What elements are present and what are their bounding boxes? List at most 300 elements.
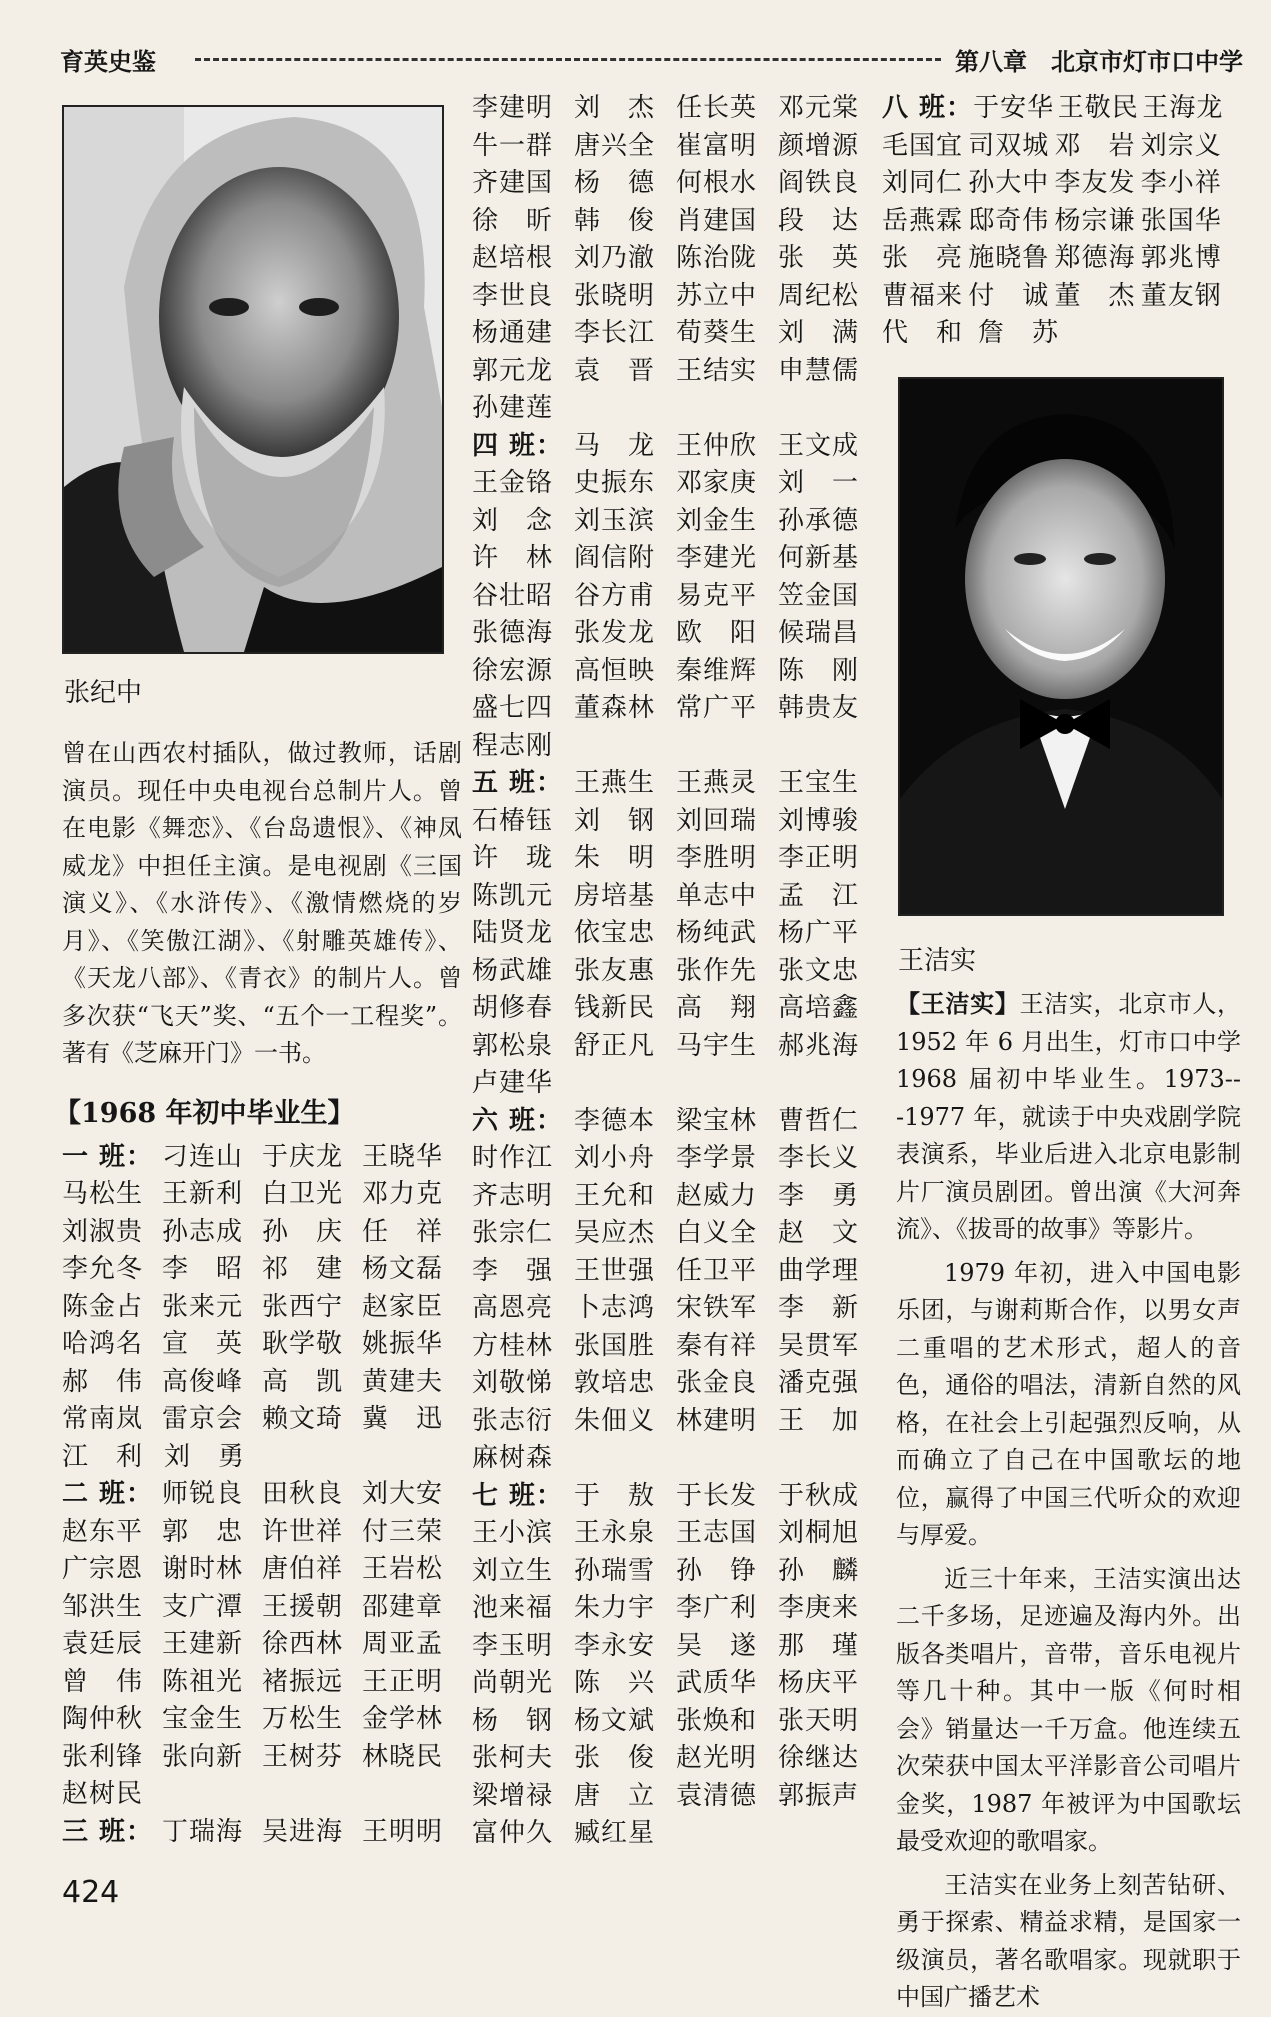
student-name: 王仲欣: [676, 430, 758, 461]
name-row: [62, 1401, 462, 1439]
student-name: 姚振华: [362, 1329, 444, 1359]
student-name: 毛国宜: [882, 130, 964, 161]
name-row: [472, 90, 882, 128]
student-name: 陈祖光: [162, 1666, 244, 1697]
name-row: [472, 1628, 882, 1666]
student-name: 董森林: [574, 693, 656, 723]
name-row: [472, 1403, 882, 1441]
student-name: 林建明: [676, 1405, 758, 1436]
name-row: [472, 840, 882, 878]
portrait-zhang-image: [64, 107, 442, 652]
student-name: 丁瑞海: [162, 1816, 244, 1847]
student-name: 李玉明: [472, 1630, 554, 1661]
student-name: 张国华: [1140, 205, 1222, 236]
name-row: [882, 165, 1227, 203]
portrait-wang-image: [900, 379, 1222, 914]
student-name: 马 龙: [574, 430, 656, 461]
student-name: 刘同仁: [882, 168, 964, 198]
student-name: 曹哲仁: [778, 1105, 860, 1136]
student-name: 依宝忠: [574, 918, 656, 948]
student-name: 孙承德: [778, 505, 860, 536]
name-row: [472, 578, 882, 616]
name-row: [882, 278, 1227, 316]
student-name: 谷方甫: [574, 580, 656, 611]
student-name: 田秋良: [262, 1479, 344, 1509]
student-name: 陆贤龙: [472, 918, 554, 948]
name-row: [62, 1626, 462, 1664]
name-row: [472, 653, 882, 691]
student-name: 高俊峰: [162, 1366, 244, 1397]
name-row: [62, 1326, 462, 1364]
student-name: 何根水: [676, 168, 758, 198]
student-name: 王结实: [676, 355, 758, 386]
name-row: [472, 1253, 882, 1291]
student-name: 王明明: [362, 1816, 444, 1847]
student-name: 马宇生: [676, 1030, 758, 1061]
student-name: 笠金国: [778, 580, 860, 611]
student-name: 孙志成: [162, 1216, 244, 1247]
student-name: 刘 钢: [574, 805, 656, 836]
student-name: 施晓鲁: [968, 243, 1050, 273]
name-row: [472, 353, 882, 391]
student-name: 刘 杰: [574, 93, 656, 123]
student-name: 赵东平: [62, 1516, 144, 1547]
student-name: 邹洪生: [62, 1591, 144, 1622]
student-name: 刘 念: [472, 505, 554, 536]
student-name: 李学景: [676, 1143, 758, 1173]
student-name: 孙大中: [968, 168, 1050, 198]
student-name: 王永泉: [574, 1518, 656, 1548]
name-row: [472, 1703, 882, 1741]
student-name: 唐伯祥: [262, 1554, 344, 1584]
student-name: 杨宗谦: [1054, 205, 1136, 236]
student-name: 杨纯武: [676, 918, 758, 948]
student-name: 岳燕霖: [882, 205, 964, 236]
student-name: 徐西林: [262, 1629, 344, 1659]
student-name: 高 凯: [262, 1366, 344, 1397]
name-row: [472, 803, 882, 841]
student-name: 周纪松: [778, 280, 860, 311]
student-name: 王岩松: [362, 1554, 444, 1584]
student-name: 王宝生: [778, 768, 860, 798]
name-row: [472, 728, 882, 766]
student-name: 颜增源: [778, 130, 860, 161]
wang-bio-paragraph-2: 1979 年初，进入中国电影乐团，与谢莉斯合作，以男女声二重唱的艺术形式，超人的音色，通俗的唱法，清新自然的风格，在社会上引起强烈反响，从而确立了自己在中国歌坛的地位，赢得了中国三代听众的欢迎与厚爱。: [896, 1258, 1241, 1549]
name-row: [62, 1176, 462, 1214]
name-row: [62, 1514, 462, 1552]
student-name: 于 敖: [574, 1480, 656, 1511]
student-name: 郑德海: [1054, 243, 1136, 273]
name-row: [882, 315, 1227, 353]
student-name: 牛一群: [472, 130, 554, 161]
student-name: 阎信附: [574, 543, 656, 573]
student-name: 王志国: [676, 1518, 758, 1548]
student-name: 郝兆海: [778, 1030, 860, 1061]
middle-column: [472, 90, 882, 1853]
name-row: [472, 1028, 882, 1066]
name-row: [62, 1476, 462, 1514]
name-row: [472, 953, 882, 991]
student-name: 袁廷辰: [62, 1629, 144, 1659]
name-row: [62, 1701, 462, 1739]
student-name: 唐兴全: [574, 130, 656, 161]
caption-wang: 王洁实: [898, 946, 977, 976]
student-name: 王晓华: [362, 1141, 444, 1172]
student-name: 邓元棠: [778, 93, 860, 123]
student-name: 齐建国: [472, 168, 554, 198]
name-row: [472, 1553, 882, 1591]
school-name: 北京市灯市口中学: [1051, 48, 1243, 76]
student-name: 臧红星: [574, 1818, 656, 1848]
student-name: 陈 刚: [778, 655, 860, 686]
name-row: [62, 1551, 462, 1589]
student-name: 王援朝: [262, 1591, 344, 1622]
student-name: 徐宏源: [472, 655, 554, 686]
right-name-list: [882, 90, 1227, 353]
student-name: 吴贯军: [778, 1330, 860, 1361]
student-name: 唐 立: [574, 1780, 656, 1811]
student-name: 石椿钰: [472, 805, 554, 836]
student-name: 麻树森: [472, 1443, 554, 1473]
student-name: 王建新: [162, 1629, 244, 1659]
student-name: 王燕灵: [676, 768, 758, 798]
wang-bio-p1: 王洁实，北京市人，1952 年 6 月出生，灯市口中学 1968 届初中毕业生。1973---1977 年，就读于中央戏剧学院表演系，毕业后进入北京电影制片厂演员剧团。曾出演《大河奔流》、《拔哥的故事》等影片。: [896, 990, 1242, 1243]
student-name: 卢建华: [472, 1068, 554, 1098]
student-name: 时作江: [472, 1143, 554, 1173]
student-name: 杨 德: [574, 168, 656, 198]
student-name: 刘玉滨: [574, 505, 656, 536]
student-name: 任卫平: [676, 1255, 758, 1286]
class-label: 二 班：: [62, 1479, 154, 1509]
name-row: [472, 128, 882, 166]
student-name: 杨通建: [472, 318, 554, 348]
student-name: 许世祥: [262, 1516, 344, 1547]
student-name: 郭振声: [778, 1780, 860, 1811]
name-row: [472, 615, 882, 653]
student-name: 刘桐旭: [778, 1518, 860, 1548]
name-row: [472, 1440, 882, 1478]
student-name: 刘 勇: [164, 1441, 246, 1472]
student-name: 欧 阳: [676, 618, 758, 648]
student-name: 常广平: [676, 693, 758, 723]
name-row: [472, 1328, 882, 1366]
student-name: 李 强: [472, 1255, 554, 1286]
student-name: 高培鑫: [778, 993, 860, 1023]
name-row: [472, 540, 882, 578]
student-name: 徐 昕: [472, 205, 554, 236]
name-row: [472, 1178, 882, 1216]
student-name: 杨武雄: [472, 955, 554, 986]
name-row: [472, 165, 882, 203]
student-name: 王文成: [778, 430, 860, 461]
student-name: 武质华: [676, 1668, 758, 1698]
name-row: [472, 1215, 882, 1253]
student-name: 杨文斌: [574, 1705, 656, 1736]
name-row: [472, 990, 882, 1028]
student-name: 赖文琦: [262, 1404, 344, 1434]
student-name: 卜志鸿: [574, 1293, 656, 1323]
student-name: 那 瑾: [778, 1630, 860, 1661]
student-name: 张 英: [778, 243, 860, 273]
student-name: 高恒映: [574, 655, 656, 686]
student-name: 李 新: [778, 1293, 860, 1323]
student-name: 吴进海: [262, 1816, 344, 1847]
student-name: 张向新: [162, 1741, 244, 1772]
page-number: 424: [62, 1875, 120, 1910]
student-name: 邸奇伟: [968, 205, 1050, 236]
student-name: 陈凯元: [472, 880, 554, 911]
student-name: 盛七四: [472, 693, 554, 723]
student-name: 李广利: [676, 1593, 758, 1623]
student-name: 孟 江: [778, 880, 860, 911]
name-row: [472, 1140, 882, 1178]
student-name: 梁增禄: [472, 1780, 554, 1811]
student-name: 张友惠: [574, 955, 656, 986]
student-name: 吴应杰: [574, 1218, 656, 1248]
student-name: 肖建国: [676, 205, 758, 236]
class-label: 四 班：: [472, 430, 564, 461]
student-name: 张 亮: [882, 243, 964, 273]
page-header: [0, 32, 1271, 88]
student-name: 朱 明: [574, 843, 656, 873]
student-name: 舒正凡: [574, 1030, 656, 1061]
student-name: 刘立生: [472, 1555, 554, 1586]
student-name: 祁 建: [262, 1254, 344, 1284]
student-name: 王海龙: [1142, 93, 1224, 123]
wang-bio-paragraph-4: 王洁实在业务上刻苦钻研、勇于探索、精益求精，是国家一级演员，著名歌唱家。现就职于中国广播艺术: [896, 1870, 1241, 2011]
name-row: [472, 1103, 882, 1141]
student-name: 朱佃义: [574, 1405, 656, 1436]
name-row: [472, 278, 882, 316]
student-name: 黄建夫: [362, 1366, 444, 1397]
name-row: [62, 1664, 462, 1702]
student-name: 王世强: [574, 1255, 656, 1286]
name-row: [472, 503, 882, 541]
student-name: 史振东: [574, 468, 656, 498]
student-name: 张柯夫: [472, 1743, 554, 1773]
student-name: 刘乃澈: [574, 243, 656, 273]
student-name: 赵树民: [62, 1779, 144, 1809]
student-name: 赵家臣: [362, 1291, 444, 1322]
student-name: 李德本: [574, 1105, 656, 1136]
student-name: 候瑞昌: [778, 618, 860, 648]
student-name: 梁宝林: [676, 1105, 758, 1136]
student-name: 刘回瑞: [676, 805, 758, 836]
student-name: 万松生: [262, 1704, 344, 1734]
student-name: 董友钢: [1140, 280, 1222, 311]
student-name: 王燕生: [574, 768, 656, 798]
student-name: 杨广平: [778, 918, 860, 948]
name-row: [472, 1515, 882, 1553]
student-name: 苏立中: [676, 280, 758, 311]
student-name: 邓 岩: [1054, 130, 1136, 161]
zhang-biography: 曾在山西农村插队，做过教师，话剧演员。现任中央电视台总制片人。曾在电影《舞恋》、《台岛遗恨》、《神凤威龙》中担任主演。是电视剧《三国演义》、《水浒传》、《激情燃烧的岁月》、《笑傲江湖》、《射雕英雄传》、《天龙八部》、《青衣》的制片人。曾多次获“飞天”奖、“五个一工程奖”。著有《芝麻开门》一书。: [62, 739, 462, 1067]
student-name: 何新基: [778, 543, 860, 573]
student-name: 邓家庚: [676, 468, 758, 498]
name-row: [62, 1364, 462, 1402]
student-name: 陶仲秋: [62, 1704, 144, 1734]
middle-name-list: [472, 90, 882, 1853]
student-name: 张 俊: [574, 1743, 656, 1773]
name-row: [472, 390, 882, 428]
student-name: 宣 英: [162, 1329, 244, 1359]
left-name-list: [62, 1139, 462, 1852]
student-name: 李小祥: [1140, 168, 1222, 198]
name-row: [62, 1739, 462, 1777]
student-name: 张文忠: [778, 955, 860, 986]
name-row: [472, 240, 882, 278]
student-name: 刘 满: [778, 318, 860, 348]
student-name: 张天明: [778, 1705, 860, 1736]
student-name: 刘敬悌: [472, 1368, 554, 1398]
student-name: 李友发: [1054, 168, 1136, 198]
class-label: 三 班：: [62, 1816, 154, 1847]
student-name: 李 勇: [778, 1180, 860, 1211]
wang-bio-paragraph-3: 近三十年来，王洁实演出达二千多场，足迹遍及海内外。出版各类唱片，音带，音乐电视片等几十种。其中一版《何时相会》销量达一千万盒。他连续五次荣获中国太平洋影音公司唱片金奖，1987 年被评为中国歌坛最受欢迎的歌唱家。: [896, 1564, 1241, 1855]
student-name: 王敬民: [1057, 93, 1139, 123]
name-row: [472, 1665, 882, 1703]
class-label: 七 班：: [472, 1480, 564, 1511]
student-name: 韩贵友: [778, 693, 860, 723]
student-name: 易克平: [676, 580, 758, 611]
left-column: [54, 735, 462, 1851]
student-name: 耿学敬: [262, 1329, 344, 1359]
student-name: 张晓明: [574, 280, 656, 311]
student-name: 杨庆平: [778, 1668, 860, 1698]
name-row: [472, 1478, 882, 1516]
student-name: 刘 一: [778, 468, 860, 498]
student-name: 袁 晋: [574, 355, 656, 386]
student-name: 于长发: [676, 1480, 758, 1511]
student-name: 郭松泉: [472, 1030, 554, 1061]
name-row: [472, 428, 882, 466]
student-name: 潘克强: [778, 1368, 860, 1398]
student-name: 谷壮昭: [472, 580, 554, 611]
student-name: 李允冬: [62, 1254, 144, 1284]
student-name: 房培基: [574, 880, 656, 911]
student-name: 江 利: [62, 1441, 144, 1472]
name-row: [472, 878, 882, 916]
student-name: 富仲久: [472, 1818, 554, 1848]
book-title: 育英史鉴: [60, 48, 156, 76]
student-name: 池来福: [472, 1593, 554, 1623]
student-name: 白义全: [676, 1218, 758, 1248]
class-label: 六 班：: [472, 1105, 564, 1136]
student-name: 王正明: [362, 1666, 444, 1697]
student-name: 郭元龙: [472, 355, 554, 386]
student-name: 杨 钢: [472, 1705, 554, 1736]
student-name: 袁清德: [676, 1780, 758, 1811]
student-name: 申慧儒: [778, 355, 860, 386]
student-name: 曹福来: [882, 280, 964, 311]
student-name: 任 祥: [362, 1216, 444, 1247]
student-name: 詹 苏: [978, 318, 1060, 348]
student-name: 李庚来: [778, 1593, 860, 1623]
student-name: 敦培忠: [574, 1368, 656, 1398]
student-name: 谢时林: [162, 1554, 244, 1584]
name-row: [62, 1776, 462, 1814]
header-rule: [195, 58, 941, 61]
student-name: 张来元: [162, 1291, 244, 1322]
student-name: 张志衍: [472, 1405, 554, 1436]
student-name: 陈金占: [62, 1291, 144, 1322]
student-name: 崔富明: [676, 130, 758, 161]
student-name: 徐继达: [778, 1743, 860, 1773]
student-name: 张德海: [472, 618, 554, 648]
name-row: [472, 1065, 882, 1103]
name-row: [472, 690, 882, 728]
wang-bio-heading: 【王洁实】: [896, 989, 1020, 1018]
student-name: 支广潭: [162, 1591, 244, 1622]
name-row: [472, 1815, 882, 1853]
student-name: 褚振远: [262, 1666, 344, 1697]
student-name: 董 杰: [1054, 280, 1136, 311]
caption-zhang: 张纪中: [64, 678, 143, 708]
student-name: 王允和: [574, 1180, 656, 1211]
student-name: 孙 铮: [676, 1555, 758, 1586]
student-name: 王金铬: [472, 468, 554, 498]
name-row: [472, 1365, 882, 1403]
student-name: 许 林: [472, 543, 554, 573]
student-name: 师锐良: [162, 1479, 244, 1509]
student-name: 付 诚: [968, 280, 1050, 311]
student-name: 张金良: [676, 1368, 758, 1398]
student-name: 赵威力: [676, 1180, 758, 1211]
student-name: 刘金生: [676, 505, 758, 536]
student-name: 周亚孟: [362, 1629, 444, 1659]
student-name: 孙建莲: [472, 393, 554, 423]
name-row: [62, 1139, 462, 1177]
student-name: 任长英: [676, 93, 758, 123]
student-name: 许 珑: [472, 843, 554, 873]
student-name: 雷京会: [162, 1404, 244, 1434]
student-name: 李 昭: [162, 1254, 244, 1284]
name-row: [472, 1290, 882, 1328]
student-name: 邓力克: [362, 1179, 444, 1209]
student-name: 常南岚: [62, 1404, 144, 1434]
student-name: 高 翔: [676, 993, 758, 1023]
student-name: 李长江: [574, 318, 656, 348]
student-name: 钱新民: [574, 993, 656, 1023]
student-name: 郭 忠: [162, 1516, 244, 1547]
student-name: 张焕和: [676, 1705, 758, 1736]
student-name: 韩 俊: [574, 205, 656, 236]
name-row: [62, 1251, 462, 1289]
student-name: 秦有祥: [676, 1330, 758, 1361]
student-name: 孙瑞雪: [574, 1555, 656, 1586]
student-name: 李建光: [676, 543, 758, 573]
student-name: 付三荣: [362, 1516, 444, 1547]
name-row: [472, 465, 882, 503]
student-name: 孙 麟: [778, 1555, 860, 1586]
student-name: 李正明: [778, 843, 860, 873]
student-name: 刘博骏: [778, 805, 860, 836]
student-name: 李建明: [472, 93, 554, 123]
name-row: [472, 1740, 882, 1778]
student-name: 刘宗义: [1140, 130, 1222, 161]
name-row: [472, 765, 882, 803]
student-name: 朱力宇: [574, 1593, 656, 1623]
student-name: 张发龙: [574, 618, 656, 648]
name-row: [472, 1590, 882, 1628]
student-name: 郝 伟: [62, 1366, 144, 1397]
student-name: 代 和: [882, 318, 964, 348]
student-name: 邵建章: [362, 1591, 444, 1622]
student-name: 哈鸿名: [62, 1329, 144, 1359]
student-name: 杨文磊: [362, 1254, 444, 1284]
student-name: 张宗仁: [472, 1218, 554, 1248]
name-row: [62, 1589, 462, 1627]
